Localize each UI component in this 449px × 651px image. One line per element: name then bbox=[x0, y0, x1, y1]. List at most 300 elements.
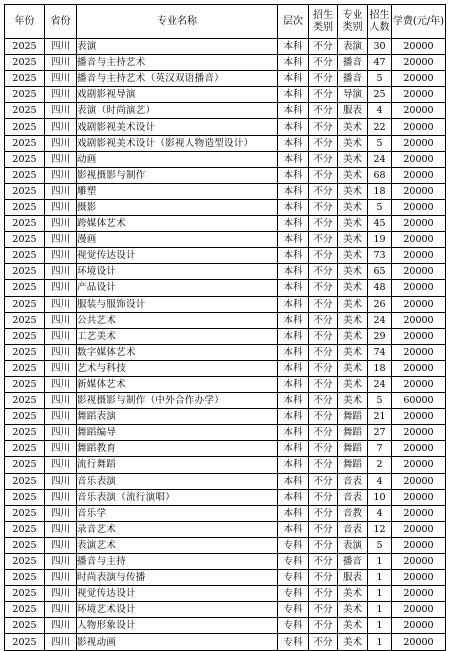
cell-province: 四川 bbox=[45, 103, 77, 119]
cell-major-type: 表演 bbox=[338, 39, 368, 55]
cell-year: 2025 bbox=[5, 489, 45, 505]
cell-province: 四川 bbox=[45, 199, 77, 215]
cell-admission-type: 不分 bbox=[309, 489, 338, 505]
cell-level: 本科 bbox=[278, 151, 309, 167]
cell-tuition: 20000 bbox=[392, 312, 446, 328]
cell-count: 1 bbox=[368, 554, 392, 570]
cell-admission-type: 不分 bbox=[309, 328, 338, 344]
cell-count: 48 bbox=[368, 280, 392, 296]
table-row bbox=[5, 264, 446, 280]
cell-tuition: 20000 bbox=[392, 409, 446, 425]
cell-major: 工艺美术 bbox=[77, 328, 278, 344]
table-row bbox=[5, 360, 446, 376]
cell-province: 四川 bbox=[45, 280, 77, 296]
cell-year: 2025 bbox=[5, 521, 45, 537]
cell-count: 4 bbox=[368, 103, 392, 119]
cell-count: 5 bbox=[368, 199, 392, 215]
cell-tuition: 20000 bbox=[392, 441, 446, 457]
cell-level: 本科 bbox=[278, 264, 309, 280]
cell-level: 本科 bbox=[278, 199, 309, 215]
cell-major: 动画 bbox=[77, 151, 278, 167]
cell-admission-type: 不分 bbox=[309, 199, 338, 215]
cell-major: 影视摄影与制作（中外合作办学） bbox=[77, 393, 278, 409]
cell-level: 本科 bbox=[278, 135, 309, 151]
cell-admission-type: 不分 bbox=[309, 280, 338, 296]
cell-admission-type: 不分 bbox=[309, 103, 338, 119]
cell-major: 时尚表演与传播 bbox=[77, 570, 278, 586]
cell-tuition: 20000 bbox=[392, 87, 446, 103]
cell-tuition: 20000 bbox=[392, 521, 446, 537]
cell-major-type: 美术 bbox=[338, 183, 368, 199]
cell-major: 表演艺术 bbox=[77, 537, 278, 553]
cell-count: 73 bbox=[368, 248, 392, 264]
cell-year: 2025 bbox=[5, 312, 45, 328]
cell-major-type: 导演 bbox=[338, 87, 368, 103]
cell-admission-type: 不分 bbox=[309, 232, 338, 248]
cell-major-type: 美术 bbox=[338, 634, 368, 650]
cell-count: 12 bbox=[368, 521, 392, 537]
cell-tuition: 20000 bbox=[392, 248, 446, 264]
cell-major-type: 美术 bbox=[338, 135, 368, 151]
cell-major: 音乐表演（流行演唱） bbox=[77, 489, 278, 505]
cell-level: 本科 bbox=[278, 167, 309, 183]
cell-level: 本科 bbox=[278, 457, 309, 473]
cell-tuition: 20000 bbox=[392, 216, 446, 232]
cell-major-type: 播音 bbox=[338, 55, 368, 71]
table-row bbox=[5, 232, 446, 248]
cell-year: 2025 bbox=[5, 618, 45, 634]
cell-year: 2025 bbox=[5, 280, 45, 296]
cell-count: 1 bbox=[368, 602, 392, 618]
cell-year: 2025 bbox=[5, 602, 45, 618]
cell-level: 本科 bbox=[278, 280, 309, 296]
cell-province: 四川 bbox=[45, 409, 77, 425]
cell-province: 四川 bbox=[45, 570, 77, 586]
cell-count: 10 bbox=[368, 489, 392, 505]
cell-count: 45 bbox=[368, 216, 392, 232]
table-row bbox=[5, 103, 446, 119]
cell-tuition: 20000 bbox=[392, 554, 446, 570]
cell-tuition: 60000 bbox=[392, 393, 446, 409]
cell-admission-type: 不分 bbox=[309, 248, 338, 264]
cell-level: 本科 bbox=[278, 296, 309, 312]
cell-year: 2025 bbox=[5, 248, 45, 264]
cell-admission-type: 不分 bbox=[309, 296, 338, 312]
cell-tuition: 20000 bbox=[392, 425, 446, 441]
cell-tuition: 20000 bbox=[392, 55, 446, 71]
cell-major: 影视动画 bbox=[77, 634, 278, 650]
cell-province: 四川 bbox=[45, 167, 77, 183]
cell-major-type: 播音 bbox=[338, 71, 368, 87]
table-row bbox=[5, 489, 446, 505]
cell-major: 录音艺术 bbox=[77, 521, 278, 537]
cell-level: 专科 bbox=[278, 570, 309, 586]
cell-year: 2025 bbox=[5, 537, 45, 553]
table-row bbox=[5, 183, 446, 199]
cell-level: 本科 bbox=[278, 360, 309, 376]
table-body bbox=[5, 39, 446, 651]
header-tuition: 学费(元/年) bbox=[392, 5, 446, 39]
cell-tuition: 20000 bbox=[392, 280, 446, 296]
header-row bbox=[5, 5, 446, 39]
cell-major-type: 表演 bbox=[338, 537, 368, 553]
cell-level: 本科 bbox=[278, 425, 309, 441]
cell-major-type: 美术 bbox=[338, 216, 368, 232]
cell-year: 2025 bbox=[5, 199, 45, 215]
cell-major: 戏剧影视导演 bbox=[77, 87, 278, 103]
cell-year: 2025 bbox=[5, 570, 45, 586]
cell-major-type: 舞蹈 bbox=[338, 425, 368, 441]
cell-major: 漫画 bbox=[77, 232, 278, 248]
cell-major-type: 美术 bbox=[338, 344, 368, 360]
cell-tuition: 20000 bbox=[392, 183, 446, 199]
cell-admission-type: 不分 bbox=[309, 634, 338, 650]
cell-level: 本科 bbox=[278, 87, 309, 103]
table-row bbox=[5, 312, 446, 328]
cell-level: 本科 bbox=[278, 103, 309, 119]
cell-count: 2 bbox=[368, 457, 392, 473]
cell-level: 专科 bbox=[278, 618, 309, 634]
cell-level: 本科 bbox=[278, 393, 309, 409]
cell-major: 跨媒体艺术 bbox=[77, 216, 278, 232]
cell-major-type: 美术 bbox=[338, 618, 368, 634]
cell-major-type: 服表 bbox=[338, 570, 368, 586]
cell-admission-type: 不分 bbox=[309, 618, 338, 634]
cell-major: 戏剧影视美术设计 bbox=[77, 119, 278, 135]
cell-level: 本科 bbox=[278, 119, 309, 135]
cell-level: 本科 bbox=[278, 521, 309, 537]
cell-count: 74 bbox=[368, 344, 392, 360]
cell-year: 2025 bbox=[5, 441, 45, 457]
cell-major-type: 美术 bbox=[338, 248, 368, 264]
cell-year: 2025 bbox=[5, 393, 45, 409]
cell-admission-type: 不分 bbox=[309, 554, 338, 570]
cell-tuition: 20000 bbox=[392, 328, 446, 344]
cell-major: 音乐学 bbox=[77, 505, 278, 521]
cell-major: 视觉传达设计 bbox=[77, 586, 278, 602]
table-row bbox=[5, 248, 446, 264]
cell-major-type: 舞蹈 bbox=[338, 441, 368, 457]
cell-level: 本科 bbox=[278, 328, 309, 344]
cell-count: 29 bbox=[368, 328, 392, 344]
cell-year: 2025 bbox=[5, 473, 45, 489]
cell-major: 舞蹈编导 bbox=[77, 425, 278, 441]
cell-admission-type: 不分 bbox=[309, 167, 338, 183]
cell-level: 本科 bbox=[278, 441, 309, 457]
cell-major-type: 美术 bbox=[338, 264, 368, 280]
cell-level: 本科 bbox=[278, 248, 309, 264]
enrollment-table bbox=[4, 4, 446, 651]
cell-year: 2025 bbox=[5, 344, 45, 360]
table-row bbox=[5, 216, 446, 232]
cell-tuition: 20000 bbox=[392, 119, 446, 135]
cell-province: 四川 bbox=[45, 521, 77, 537]
cell-major: 人物形象设计 bbox=[77, 618, 278, 634]
cell-province: 四川 bbox=[45, 87, 77, 103]
cell-year: 2025 bbox=[5, 376, 45, 392]
cell-year: 2025 bbox=[5, 232, 45, 248]
cell-admission-type: 不分 bbox=[309, 409, 338, 425]
cell-count: 5 bbox=[368, 537, 392, 553]
cell-province: 四川 bbox=[45, 425, 77, 441]
cell-major-type: 美术 bbox=[338, 376, 368, 392]
cell-year: 2025 bbox=[5, 554, 45, 570]
cell-level: 专科 bbox=[278, 537, 309, 553]
cell-major: 舞蹈教育 bbox=[77, 441, 278, 457]
table-row bbox=[5, 55, 446, 71]
cell-major-type: 美术 bbox=[338, 602, 368, 618]
cell-count: 4 bbox=[368, 473, 392, 489]
cell-admission-type: 不分 bbox=[309, 264, 338, 280]
table-row bbox=[5, 135, 446, 151]
cell-year: 2025 bbox=[5, 103, 45, 119]
cell-admission-type: 不分 bbox=[309, 457, 338, 473]
cell-major-type: 音表 bbox=[338, 489, 368, 505]
cell-level: 本科 bbox=[278, 489, 309, 505]
cell-province: 四川 bbox=[45, 602, 77, 618]
cell-admission-type: 不分 bbox=[309, 602, 338, 618]
cell-province: 四川 bbox=[45, 216, 77, 232]
cell-major: 环境艺术设计 bbox=[77, 602, 278, 618]
header-major: 专业名称 bbox=[77, 5, 278, 39]
cell-admission-type: 不分 bbox=[309, 586, 338, 602]
cell-major-type: 音教 bbox=[338, 505, 368, 521]
cell-level: 专科 bbox=[278, 602, 309, 618]
table-row bbox=[5, 71, 446, 87]
cell-tuition: 20000 bbox=[392, 473, 446, 489]
cell-count: 5 bbox=[368, 71, 392, 87]
cell-admission-type: 不分 bbox=[309, 376, 338, 392]
cell-major-type: 美术 bbox=[338, 119, 368, 135]
cell-level: 本科 bbox=[278, 55, 309, 71]
cell-tuition: 20000 bbox=[392, 103, 446, 119]
cell-count: 24 bbox=[368, 312, 392, 328]
cell-count: 25 bbox=[368, 87, 392, 103]
cell-admission-type: 不分 bbox=[309, 39, 338, 55]
cell-tuition: 20000 bbox=[392, 505, 446, 521]
cell-year: 2025 bbox=[5, 586, 45, 602]
cell-province: 四川 bbox=[45, 537, 77, 553]
table-row bbox=[5, 634, 446, 650]
cell-province: 四川 bbox=[45, 554, 77, 570]
table-row bbox=[5, 618, 446, 634]
cell-major-type: 美术 bbox=[338, 280, 368, 296]
cell-count: 26 bbox=[368, 296, 392, 312]
cell-year: 2025 bbox=[5, 119, 45, 135]
cell-year: 2025 bbox=[5, 409, 45, 425]
table-row bbox=[5, 425, 446, 441]
cell-major: 表演（时尚演艺） bbox=[77, 103, 278, 119]
cell-year: 2025 bbox=[5, 457, 45, 473]
header-admission-type: 招生类别 bbox=[309, 5, 338, 39]
cell-year: 2025 bbox=[5, 634, 45, 650]
table-row bbox=[5, 376, 446, 392]
cell-province: 四川 bbox=[45, 119, 77, 135]
cell-major: 数字媒体艺术 bbox=[77, 344, 278, 360]
cell-year: 2025 bbox=[5, 135, 45, 151]
table-row bbox=[5, 441, 446, 457]
cell-admission-type: 不分 bbox=[309, 441, 338, 457]
cell-province: 四川 bbox=[45, 489, 77, 505]
cell-year: 2025 bbox=[5, 216, 45, 232]
cell-count: 24 bbox=[368, 151, 392, 167]
table-row bbox=[5, 586, 446, 602]
cell-admission-type: 不分 bbox=[309, 473, 338, 489]
cell-tuition: 20000 bbox=[392, 264, 446, 280]
cell-province: 四川 bbox=[45, 296, 77, 312]
cell-major: 新媒体艺术 bbox=[77, 376, 278, 392]
header-level: 层次 bbox=[278, 5, 309, 39]
table-row bbox=[5, 119, 446, 135]
table-row bbox=[5, 328, 446, 344]
cell-admission-type: 不分 bbox=[309, 135, 338, 151]
cell-count: 5 bbox=[368, 393, 392, 409]
cell-count: 18 bbox=[368, 183, 392, 199]
cell-year: 2025 bbox=[5, 296, 45, 312]
cell-count: 1 bbox=[368, 586, 392, 602]
cell-major-type: 美术 bbox=[338, 199, 368, 215]
cell-count: 30 bbox=[368, 39, 392, 55]
cell-major-type: 美术 bbox=[338, 151, 368, 167]
cell-admission-type: 不分 bbox=[309, 521, 338, 537]
cell-major-type: 美术 bbox=[338, 586, 368, 602]
cell-tuition: 20000 bbox=[392, 537, 446, 553]
cell-province: 四川 bbox=[45, 248, 77, 264]
cell-year: 2025 bbox=[5, 71, 45, 87]
cell-major: 播音与主持 bbox=[77, 554, 278, 570]
table-row bbox=[5, 554, 446, 570]
cell-count: 1 bbox=[368, 570, 392, 586]
table-row bbox=[5, 39, 446, 55]
cell-major: 产品设计 bbox=[77, 280, 278, 296]
cell-major-type: 美术 bbox=[338, 167, 368, 183]
cell-major-type: 播音 bbox=[338, 554, 368, 570]
cell-tuition: 20000 bbox=[392, 199, 446, 215]
cell-count: 21 bbox=[368, 409, 392, 425]
cell-tuition: 20000 bbox=[392, 570, 446, 586]
cell-level: 本科 bbox=[278, 473, 309, 489]
cell-province: 四川 bbox=[45, 151, 77, 167]
cell-admission-type: 不分 bbox=[309, 537, 338, 553]
cell-count: 22 bbox=[368, 119, 392, 135]
cell-major: 公共艺术 bbox=[77, 312, 278, 328]
cell-tuition: 20000 bbox=[392, 457, 446, 473]
cell-major: 舞蹈表演 bbox=[77, 409, 278, 425]
cell-major-type: 舞蹈 bbox=[338, 457, 368, 473]
cell-admission-type: 不分 bbox=[309, 151, 338, 167]
table-row bbox=[5, 409, 446, 425]
cell-province: 四川 bbox=[45, 344, 77, 360]
cell-tuition: 20000 bbox=[392, 71, 446, 87]
cell-province: 四川 bbox=[45, 473, 77, 489]
cell-major: 视觉传达设计 bbox=[77, 248, 278, 264]
cell-count: 7 bbox=[368, 441, 392, 457]
table-row bbox=[5, 457, 446, 473]
cell-province: 四川 bbox=[45, 505, 77, 521]
cell-level: 本科 bbox=[278, 183, 309, 199]
table-row bbox=[5, 151, 446, 167]
cell-tuition: 20000 bbox=[392, 344, 446, 360]
cell-major: 戏剧影视美术设计（影视人物造型设计） bbox=[77, 135, 278, 151]
cell-count: 65 bbox=[368, 264, 392, 280]
cell-tuition: 20000 bbox=[392, 360, 446, 376]
cell-admission-type: 不分 bbox=[309, 344, 338, 360]
cell-major-type: 舞蹈 bbox=[338, 409, 368, 425]
cell-major-type: 美术 bbox=[338, 312, 368, 328]
cell-major-type: 美术 bbox=[338, 232, 368, 248]
cell-province: 四川 bbox=[45, 618, 77, 634]
cell-year: 2025 bbox=[5, 360, 45, 376]
cell-tuition: 20000 bbox=[392, 586, 446, 602]
cell-admission-type: 不分 bbox=[309, 183, 338, 199]
table-row bbox=[5, 167, 446, 183]
header-year: 年份 bbox=[5, 5, 45, 39]
cell-major-type: 服表 bbox=[338, 103, 368, 119]
cell-count: 47 bbox=[368, 55, 392, 71]
cell-major-type: 美术 bbox=[338, 328, 368, 344]
cell-year: 2025 bbox=[5, 151, 45, 167]
cell-province: 四川 bbox=[45, 135, 77, 151]
cell-province: 四川 bbox=[45, 312, 77, 328]
cell-province: 四川 bbox=[45, 328, 77, 344]
table-row bbox=[5, 602, 446, 618]
cell-year: 2025 bbox=[5, 183, 45, 199]
cell-province: 四川 bbox=[45, 586, 77, 602]
table-row bbox=[5, 537, 446, 553]
cell-tuition: 20000 bbox=[392, 602, 446, 618]
cell-province: 四川 bbox=[45, 232, 77, 248]
cell-tuition: 20000 bbox=[392, 232, 446, 248]
cell-year: 2025 bbox=[5, 87, 45, 103]
cell-count: 1 bbox=[368, 618, 392, 634]
cell-level: 专科 bbox=[278, 554, 309, 570]
cell-year: 2025 bbox=[5, 167, 45, 183]
cell-level: 本科 bbox=[278, 409, 309, 425]
table-row bbox=[5, 344, 446, 360]
cell-year: 2025 bbox=[5, 505, 45, 521]
cell-count: 24 bbox=[368, 376, 392, 392]
cell-major: 播音与主持艺术 bbox=[77, 55, 278, 71]
cell-province: 四川 bbox=[45, 71, 77, 87]
header-province: 省份 bbox=[45, 5, 77, 39]
cell-tuition: 20000 bbox=[392, 376, 446, 392]
cell-province: 四川 bbox=[45, 376, 77, 392]
cell-year: 2025 bbox=[5, 264, 45, 280]
cell-tuition: 20000 bbox=[392, 167, 446, 183]
cell-major: 艺术与科技 bbox=[77, 360, 278, 376]
table-row bbox=[5, 393, 446, 409]
table-row bbox=[5, 473, 446, 489]
cell-count: 1 bbox=[368, 634, 392, 650]
cell-admission-type: 不分 bbox=[309, 55, 338, 71]
cell-major: 音乐表演 bbox=[77, 473, 278, 489]
cell-tuition: 20000 bbox=[392, 39, 446, 55]
cell-level: 本科 bbox=[278, 71, 309, 87]
cell-admission-type: 不分 bbox=[309, 360, 338, 376]
cell-major: 环境设计 bbox=[77, 264, 278, 280]
cell-count: 68 bbox=[368, 167, 392, 183]
cell-admission-type: 不分 bbox=[309, 87, 338, 103]
cell-tuition: 20000 bbox=[392, 618, 446, 634]
cell-count: 19 bbox=[368, 232, 392, 248]
cell-province: 四川 bbox=[45, 457, 77, 473]
table-row bbox=[5, 570, 446, 586]
header-count: 招生人数 bbox=[368, 5, 392, 39]
cell-year: 2025 bbox=[5, 39, 45, 55]
cell-major: 播音与主持艺术（英汉双语播音） bbox=[77, 71, 278, 87]
cell-major-type: 美术 bbox=[338, 360, 368, 376]
header-major-type: 专业类别 bbox=[338, 5, 368, 39]
